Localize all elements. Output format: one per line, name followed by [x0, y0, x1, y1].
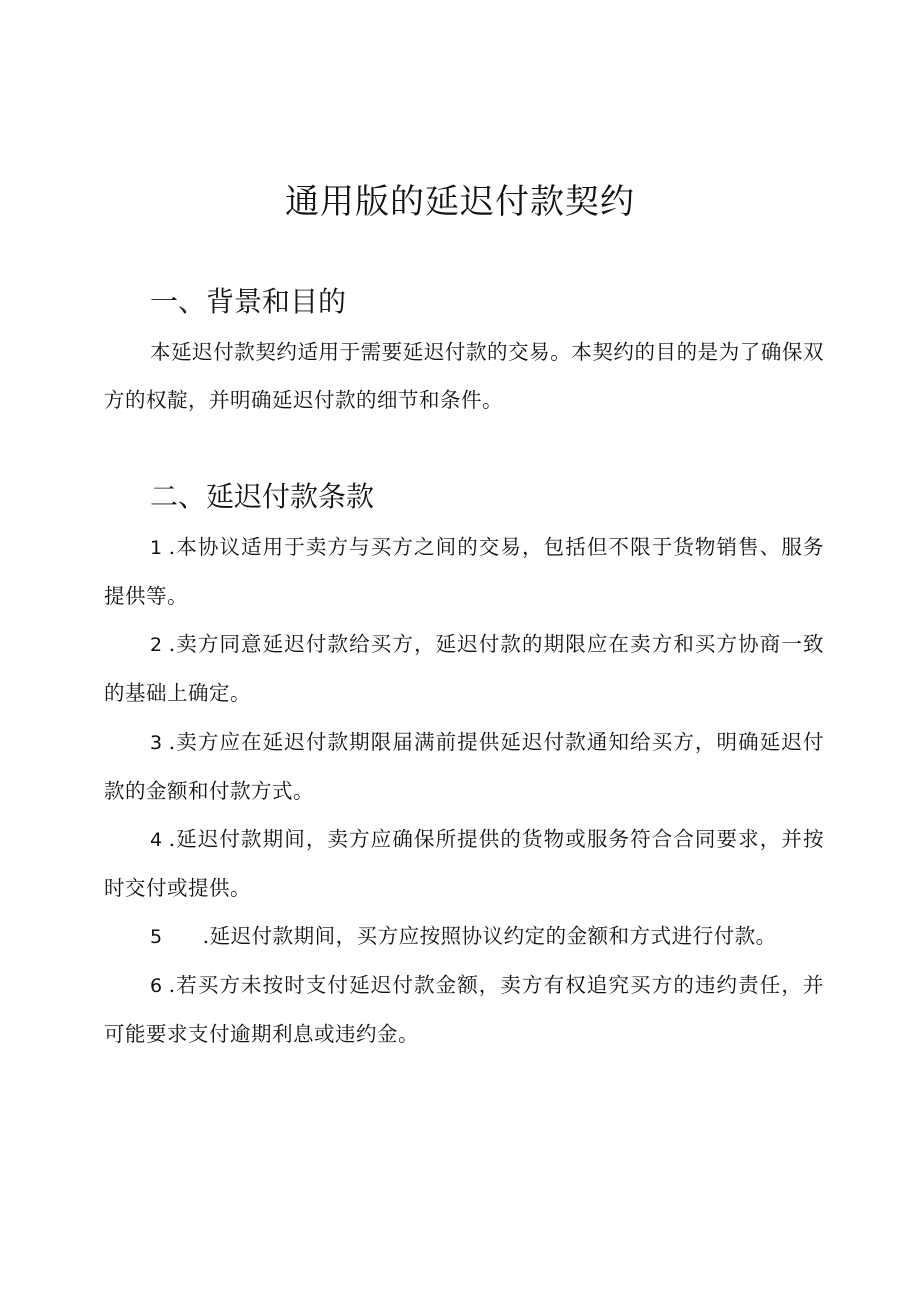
clause-item — [104, 718, 824, 815]
clause-text: .卖方应在延迟付款期限届满前提供延迟付款通知给买方，明确延迟付款的金额和付款方式。 — [104, 730, 824, 803]
clause-number: 3 — [150, 732, 163, 754]
clause-item — [104, 912, 824, 961]
clause-text: .卖方同意延迟付款给买方，延迟付款的期限应在卖方和买方协商一致的基础上确定。 — [104, 632, 824, 705]
clause-item — [104, 523, 824, 620]
clause-text: .若买方未按时支付延迟付款金额，卖方有权追究买方的违约责任，并可能要求支付逾期利息或违约金。 — [104, 973, 824, 1046]
section-heading-background: 一、背景和目的 — [150, 285, 347, 318]
clause-number: 4 — [150, 829, 163, 851]
clause-text: .延迟付款期间，买方应按照协议约定的金额和方式进行付款。 — [202, 924, 777, 948]
clause-text: .延迟付款期间，卖方应确保所提供的货物或服务符合合同要求，并按时交付或提供。 — [104, 827, 824, 900]
clause-item — [104, 961, 824, 1058]
section-paragraph-background: 本延迟付款契约适用于需要延迟付款的交易。本契约的目的是为了确保双方的权靛，并明确延迟付款的细节和条件。 — [104, 340, 824, 412]
clause-number: 1 — [150, 537, 163, 559]
clause-number: 2 — [150, 634, 163, 656]
clause-item — [104, 815, 824, 912]
section-heading-payment-terms: 二、延迟付款条款 — [150, 480, 375, 513]
clause-number: 6 — [150, 975, 163, 997]
clause-text: .本协议适用于卖方与买方之间的交易，包括但不限于货物销售、服务提供等。 — [104, 535, 824, 608]
clause-number: 5 — [150, 926, 163, 948]
clause-item — [104, 620, 824, 717]
document-title: 通用版的延迟付款契约 — [285, 182, 635, 222]
